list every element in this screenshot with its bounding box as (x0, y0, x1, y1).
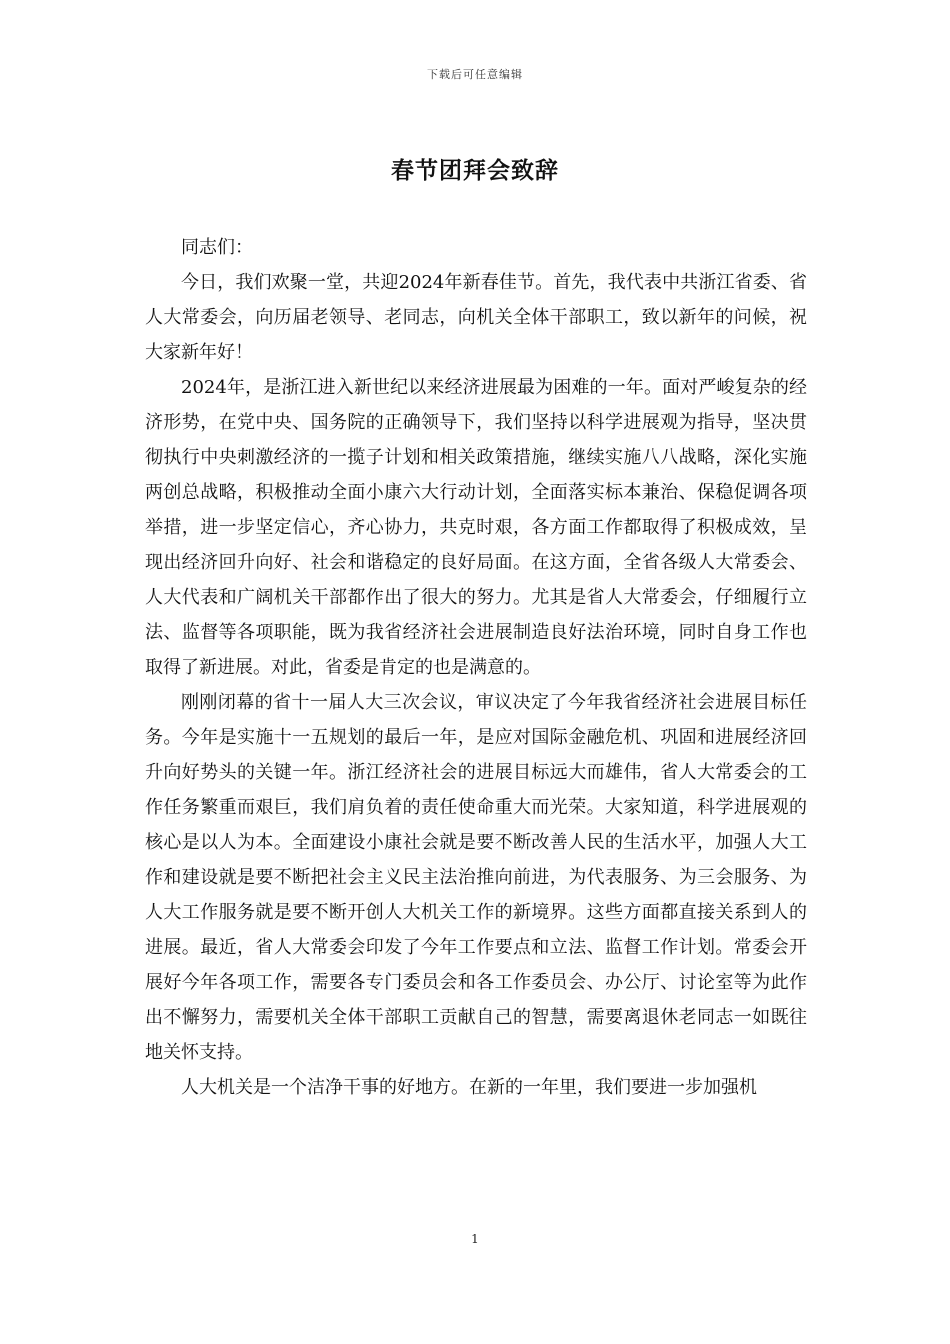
page-number: 1 (471, 1232, 479, 1246)
header-note: 下载后可任意编辑 (427, 68, 523, 81)
document-body (145, 230, 807, 1105)
document-title: 春节团拜会致辞 (391, 157, 559, 184)
paragraph: 刚刚闭幕的省十一届人大三次会议，审议决定了今年我省经济社会进展目标任务。今年是实施十一五规划的最后一年，是应对国际金融危机、巩固和进展经济回升向好势头的关键一年。浙江经济社会的进展目标远大而雄伟，省人大常委会的工作任务繁重而艰巨，我们肩负着的责任使命重大而光荣。大家知道，科学进展观的核心是以人为本。全面建设小康社会就是要不断改善人民的生活水平，加强人大工作和建设就是要不断把社会主义民主法治推向前进，为代表服务、为三会服务、为人大工作服务就是要不断开创人大机关工作的新境界。这些方面都直接关系到人的进展。最近，省人大常委会印发了今年工作要点和立法、监督工作计划。常委会开展好今年各项工作，需要各专门委员会和各工作委员会、办公厅、讨论室等为此作出不懈努力，需要机关全体干部职工贡献自己的智慧，需要离退休老同志一如既往地关怀支持。 (145, 692, 807, 1063)
paragraph: 人大机关是一个洁净干事的好地方。在新的一年里，我们要进一步加强机 (181, 1077, 757, 1098)
salutation: 同志们： (181, 237, 253, 258)
paragraph: 今日，我们欢聚一堂，共迎2024年新春佳节。首先，我代表中共浙江省委、省人大常委会，向历届老领导、老同志，向机关全体干部职工，致以新年的问候，祝大家新年好！ (145, 272, 807, 363)
paragraph: 2024年，是浙江进入新世纪以来经济进展最为困难的一年。面对严峻复杂的经济形势，在党中央、国务院的正确领导下，我们坚持以科学进展观为指导，坚决贯彻执行中央刺激经济的一揽子计划和相关政策措施，继续实施八八战略，深化实施两创总战略，积极推动全面小康六大行动计划，全面落实标本兼治、保稳促调各项举措，进一步坚定信心，齐心协力，共克时艰，各方面工作都取得了积极成效，呈现出经济回升向好、社会和谐稳定的良好局面。在这方面，全省各级人大常委会、人大代表和广阔机关干部都作出了很大的努力。尤其是省人大常委会，仔细履行立法、监督等各项职能，既为我省经济社会进展制造良好法治环境，同时自身工作也取得了新进展。对此，省委是肯定的也是满意的。 (145, 377, 807, 678)
